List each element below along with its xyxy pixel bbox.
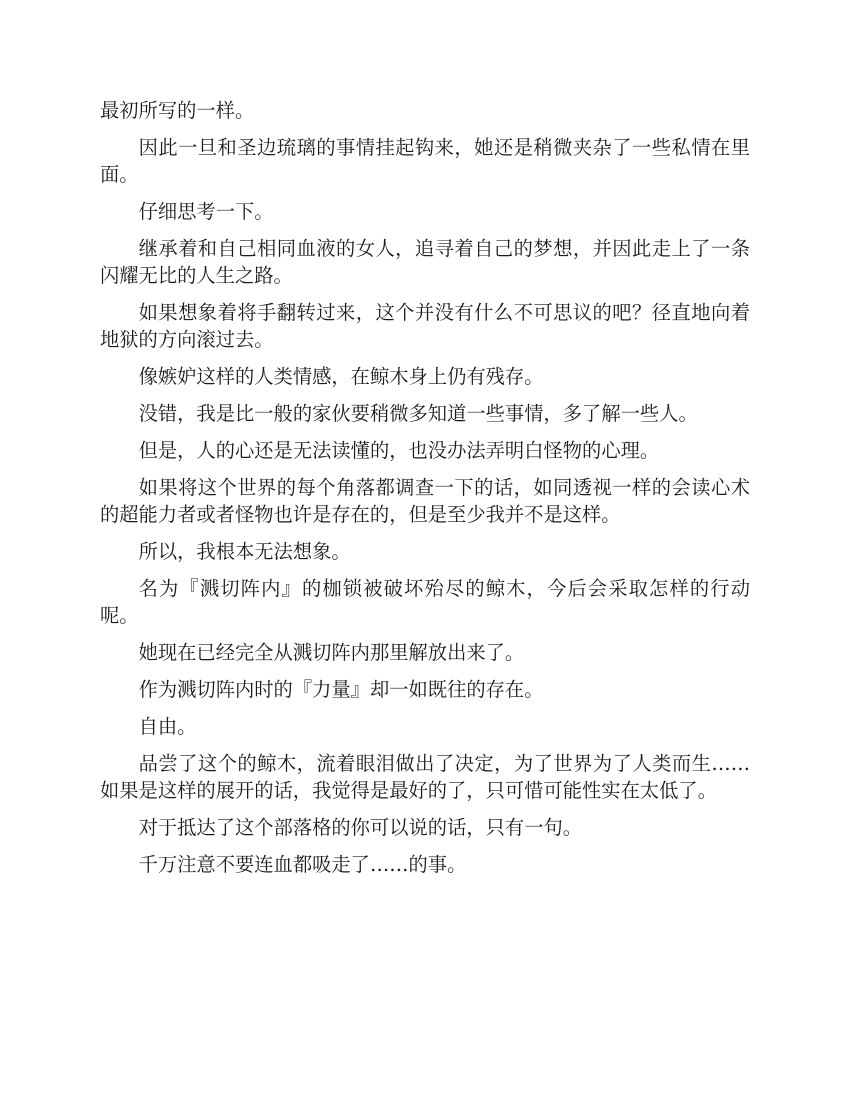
paragraph: 品尝了这个的鲸木，流着眼泪做出了决定，为了世界为了人类而生……如果是这样的展开的话，我觉得是最好的了，只可惜可能性实在太低了。 (100, 752, 750, 802)
paragraph: 但是，人的心还是无法读懂的，也没办法弄明白怪物的心理。 (138, 439, 660, 462)
paragraph: 最初所写的一样。 (100, 99, 255, 122)
paragraph: 自由。 (138, 715, 197, 738)
paragraph: 继承着和自己相同血液的女人，追寻着自己的梦想，并因此走上了一条闪耀无比的人生之路。 (100, 237, 750, 287)
paragraph: 没错，我是比一般的家伙要稍微多知道一些事情，多了解一些人。 (138, 402, 698, 425)
paragraph: 名为『溅切阵内』的枷锁被破坏殆尽的鲸木，今后会采取怎样的行动呢。 (100, 577, 750, 627)
paragraph: 对于抵达了这个部落格的你可以说的话，只有一句。 (138, 816, 583, 839)
paragraph: 所以，我根本无法想象。 (138, 540, 351, 563)
paragraph: 如果想象着将手翻转过来，这个并没有什么不可思议的吧？径直地向着地狱的方向滚过去。 (100, 301, 750, 351)
paragraph: 作为溅切阵内时的『力量』却一如既往的存在。 (138, 678, 544, 701)
paragraph: 千万注意不要连血都吸走了……的事。 (138, 853, 467, 876)
document-page (100, 97, 750, 888)
paragraph: 仔细思考一下。 (138, 200, 274, 223)
paragraph: 因此一旦和圣边琉璃的事情挂起钩来，她还是稍微夹杂了一些私情在里面。 (100, 136, 750, 186)
paragraph: 如果将这个世界的每个角落都调查一下的话，如同透视一样的会读心术的超能力者或者怪物也许是存在的，但是至少我并不是这样。 (100, 476, 750, 526)
paragraph: 她现在已经完全从溅切阵内那里解放出来了。 (138, 641, 525, 664)
paragraph: 像嫉妒这样的人类情感，在鲸木身上仍有残存。 (138, 365, 544, 388)
